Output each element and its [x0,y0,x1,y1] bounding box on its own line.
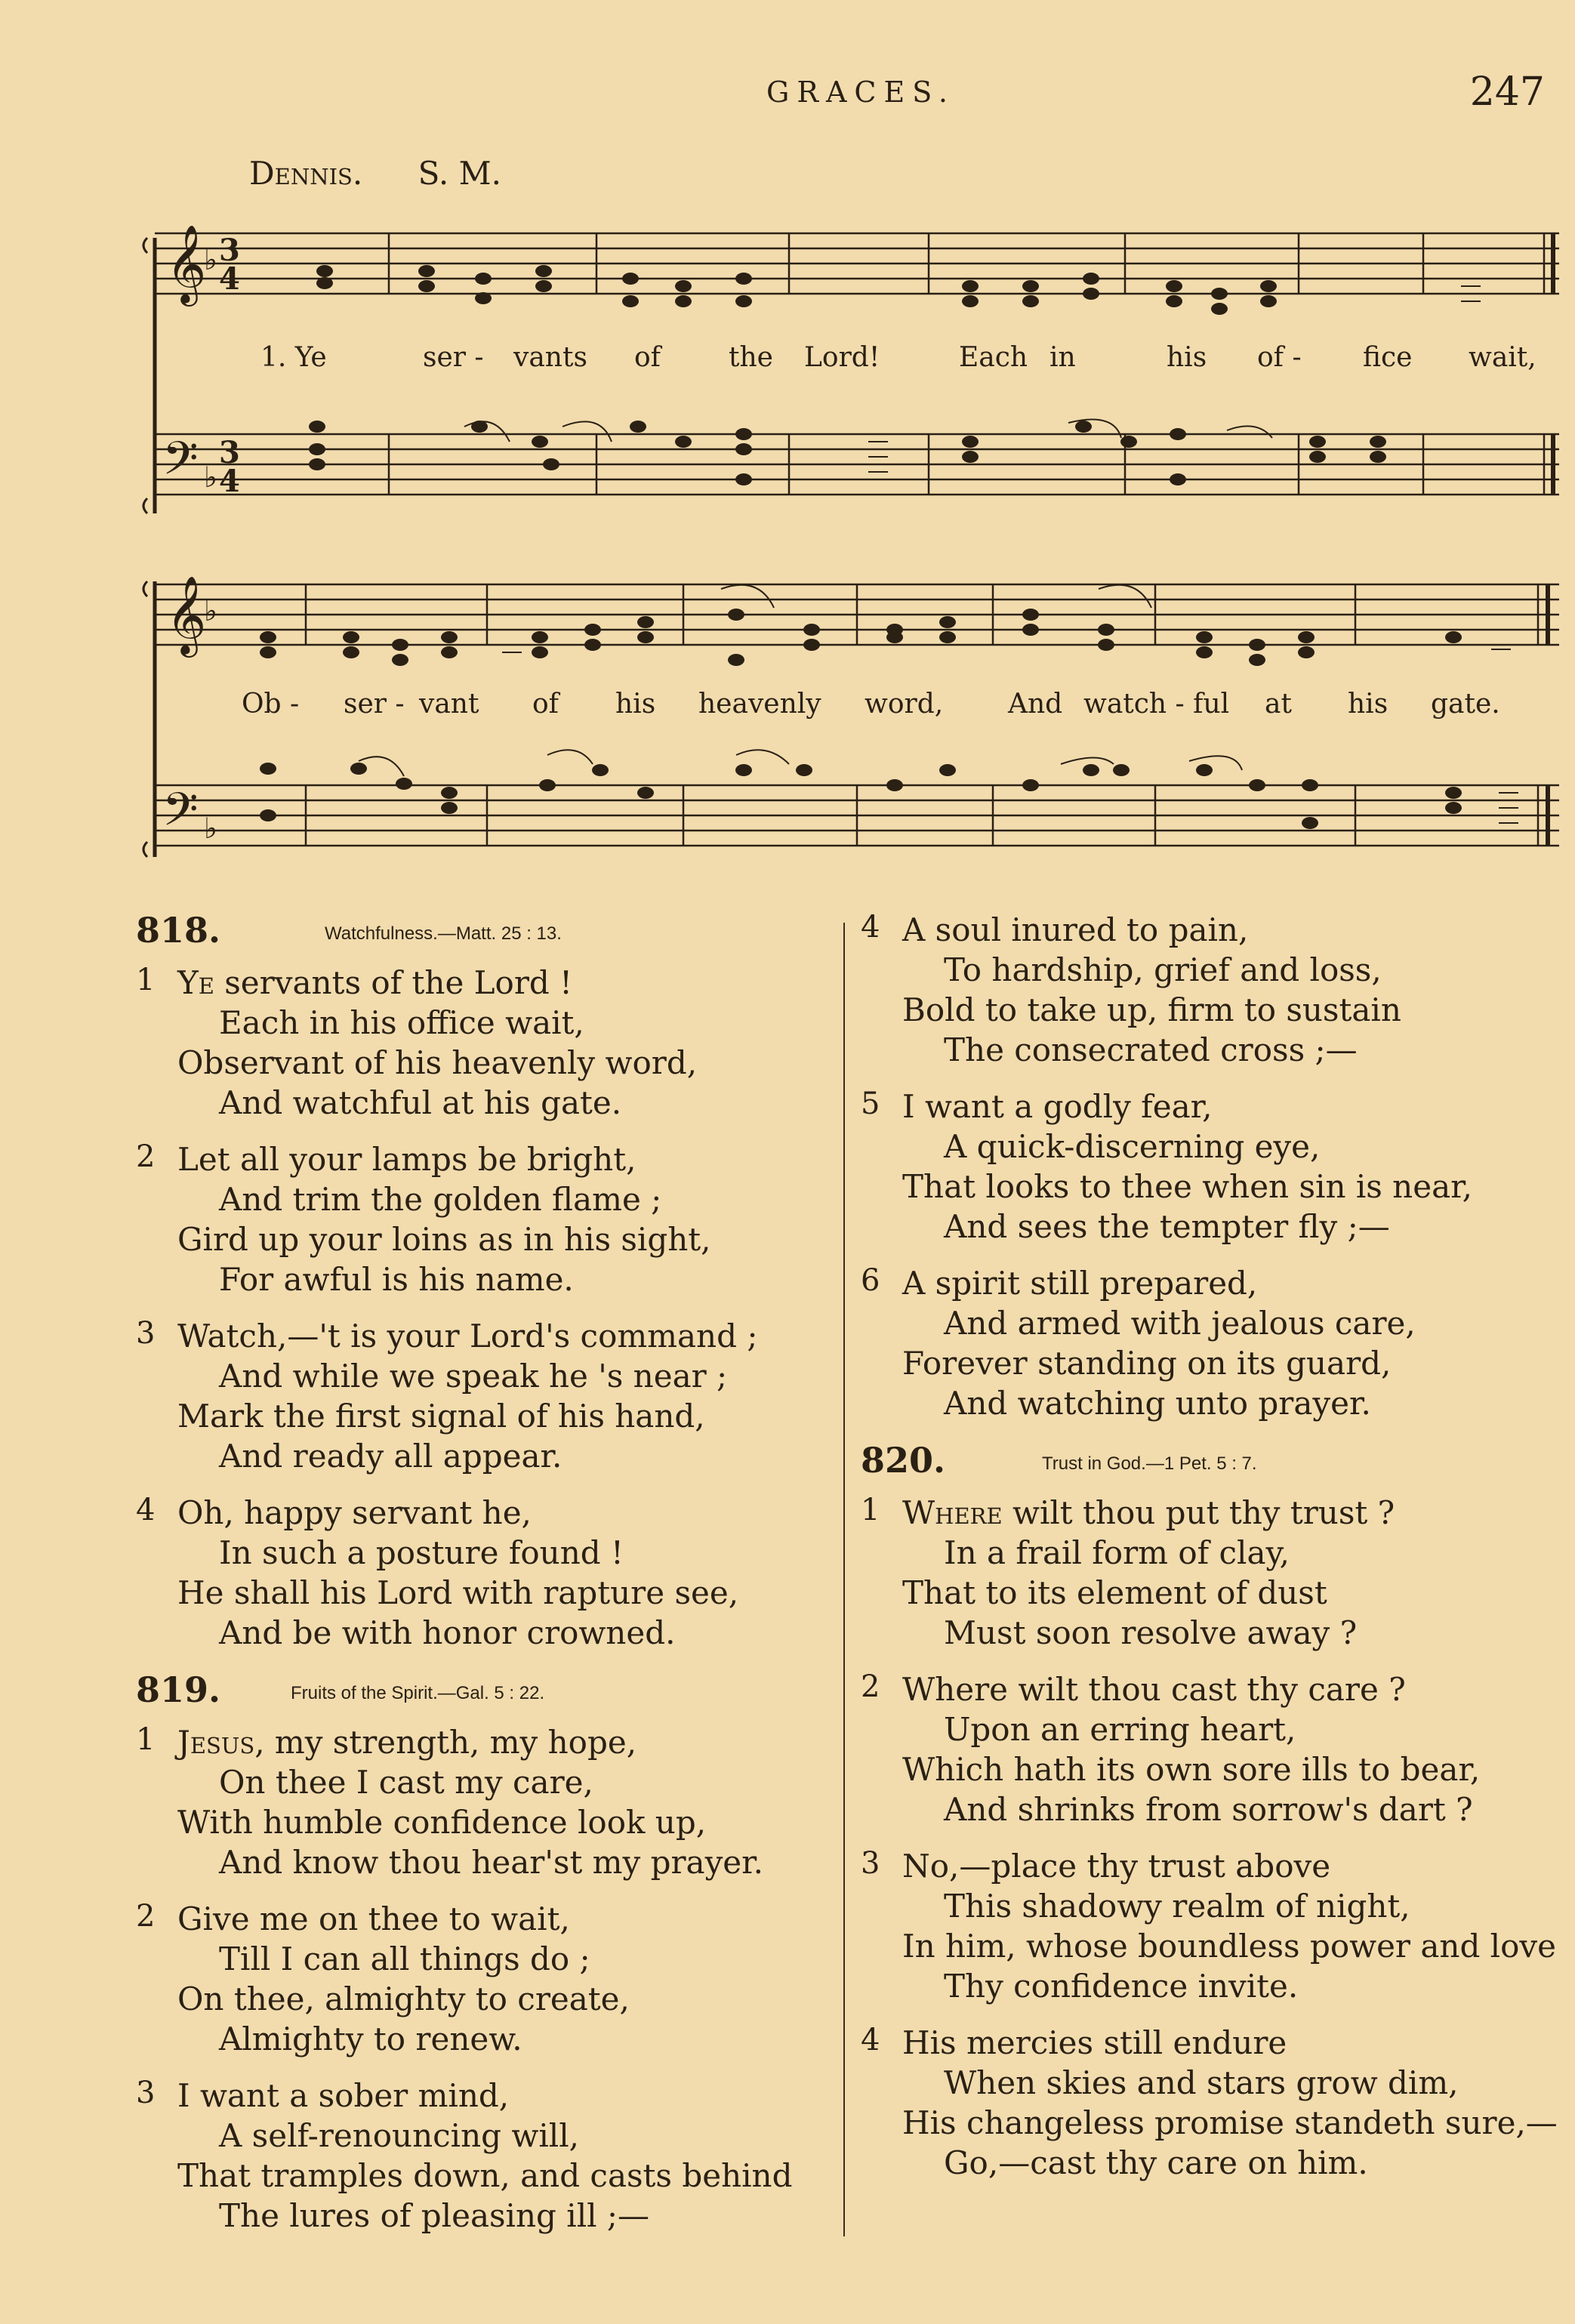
hymn-number: 820. [861,1440,946,1481]
verse-line: His mercies still endure [902,2024,1287,2061]
lyric-syllable: watch - ful [1083,689,1230,720]
verse-line: Forever standing on its guard, [902,1345,1392,1382]
verse-line: Give me on thee to wait, [177,1900,570,1937]
verse-line: Thy confidence invite. [944,1968,1299,2005]
verse-line: Almighty to renew. [219,2020,522,2057]
verse-line: I want a godly fear, [902,1088,1213,1125]
verse-line: Must soon resolve away ? [944,1614,1358,1651]
verse-line: Oh, happy servant he, [177,1494,532,1531]
hymn-number: 819. [136,1669,221,1710]
stanza [136,963,838,1123]
hymn-subject: Trust in God.—1 Pet. 5 : 7. [1042,1453,1257,1474]
verse-line: And ready all appear. [219,1438,562,1475]
lyric-syllable: ser - [344,689,405,720]
verse-line: And know thou hear'st my prayer. [219,1844,763,1881]
stanza-number: 3 [136,2076,156,2110]
verse-line-rest: wilt thou put thy trust ? [1002,1494,1395,1531]
lyric-syllable: vant [419,689,479,720]
verse-line: Which hath its own sore ills to bear, [902,1751,1481,1788]
stanza [136,1139,838,1299]
verse-line: Till I can all things do ; [219,1940,590,1977]
verse-line-rest: servants of the Lord ! [214,964,573,1001]
verse-line: For awful is his name. [219,1261,574,1298]
stanza-number: 1 [136,1722,156,1757]
music-system-2 [140,566,1570,872]
verse-line: That looks to thee when sin is near, [902,1168,1472,1205]
hymn-heading [136,1669,838,1722]
right-column [861,910,1558,2199]
left-column [136,910,838,2252]
svg-text:♭: ♭ [204,461,217,494]
verse-line: The consecrated cross ;— [944,1031,1358,1068]
lyric-syllable: wait, [1469,342,1536,373]
lyrics-line-1 [140,342,1570,380]
stanza [861,1263,1540,1423]
lyric-syllable: Ob - [242,689,300,720]
verse-line: On thee I cast my care, [219,1764,593,1801]
svg-text:♭: ♭ [204,594,217,627]
svg-text:♭: ♭ [204,243,217,276]
lyric-syllable: And [1008,689,1063,720]
verse-line: A spirit still prepared, [902,1265,1258,1302]
lyric-syllable: fice [1363,342,1413,373]
stanza-number: 2 [861,1669,880,1704]
svg-text:3: 3 [219,435,240,470]
tune-meter: S. M. [418,155,501,192]
stanza-number: 5 [861,1086,880,1121]
svg-text:3: 3 [219,233,240,268]
verse-line: He shall his Lord with rapture see, [177,1574,739,1611]
verse-line: To hardship, grief and loss, [944,951,1382,988]
stanza-number: 4 [136,1493,156,1527]
verse-line: Where wilt thou cast thy care ? [902,1671,1406,1708]
stanza-number: 1 [136,963,156,997]
lyric-syllable: Lord! [804,342,880,373]
lyric-syllable: his [615,689,656,720]
verse-first-word: Jesus [177,1724,255,1761]
stanza [861,1086,1540,1247]
verse-line: Mark the first signal of his hand, [177,1398,705,1435]
stanza-number: 1 [861,1493,880,1527]
tune-header [249,155,501,192]
lyric-syllable: at [1265,689,1292,720]
stanza-number: 4 [861,910,880,945]
svg-text:𝄢: 𝄢 [162,783,199,848]
verse-line: With humble confidence look up, [177,1804,707,1841]
stanza-number: 2 [136,1139,156,1174]
verse-line: The lures of pleasing ill ;— [219,2197,650,2234]
lyric-syllable: of [634,342,661,373]
svg-text:4: 4 [219,261,240,297]
lyric-syllable: his [1348,689,1389,720]
verse-line: On thee, almighty to create, [177,1980,630,2017]
stanza-number: 2 [136,1899,156,1934]
verse-line: When skies and stars grow dim, [944,2064,1459,2101]
column-divider [843,923,845,2236]
lyric-syllable: gate. [1431,689,1500,720]
verse-line: In a frail form of clay, [944,1534,1290,1571]
verse-line: I want a sober mind, [177,2077,510,2114]
hymn-heading [861,1440,1540,1493]
svg-text:𝄢: 𝄢 [162,432,199,497]
verse-line [861,1493,1540,1533]
verse-line: Bold to take up, firm to sustain [902,991,1401,1028]
stanza [136,1722,838,1882]
stanza-number: 3 [861,1846,880,1881]
stanza [136,1493,838,1653]
lyric-syllable: 1. Ye [260,342,327,373]
verse-line: Watch,—'t is your Lord's command ; [177,1318,758,1355]
verse-line: That tramples down, and casts behind [177,2157,793,2194]
verse-line: And trim the golden flame ; [219,1181,662,1218]
verse-line: And be with honor crowned. [219,1614,676,1651]
hymn-820 [861,1440,1558,2183]
verse-line: And while we speak he 's near ; [219,1358,728,1395]
lyric-syllable: word, [865,689,944,720]
verse-line [136,963,838,1003]
lyric-syllable: ser - [423,342,484,373]
hymn-subject: Watchfulness.—Matt. 25 : 13. [325,923,562,944]
verse-line: Gird up your loins as in his sight, [177,1221,711,1258]
stanza-number: 6 [861,1263,880,1298]
stanza [861,1493,1540,1653]
verse-first-word: Where [902,1494,1003,1531]
lyric-syllable: the [729,342,773,373]
hymn-number: 818. [136,910,221,951]
verse-line: And watching unto prayer. [944,1385,1371,1422]
verse-line: His changeless promise standeth sure,— [902,2104,1558,2141]
verse-line-rest: , my strength, my hope, [254,1724,637,1761]
verse-line: And shrinks from sorrow's dart ? [944,1791,1473,1828]
verse-line [136,1722,838,1762]
hymn-heading [136,910,838,963]
stanza-number: 3 [136,1316,156,1351]
tune-name: Dennis. [249,155,363,192]
section-title: GRACES. [766,76,955,109]
music-system-1 [140,223,1570,525]
lyric-syllable: of - [1257,342,1302,373]
verse-line: Each in his office wait, [219,1004,584,1041]
stanza [861,2023,1558,2183]
verse-line: Upon an erring heart, [944,1711,1296,1748]
lyric-syllable: Each [959,342,1028,373]
verse-line: A quick-discerning eye, [944,1128,1321,1165]
stanza-number: 4 [861,2023,880,2057]
hymn-819 [136,1669,838,2236]
svg-text:4: 4 [219,464,240,499]
page-number: 247 [1469,69,1545,115]
verse-line: That to its element of dust [902,1574,1327,1611]
lyric-syllable: of [532,689,559,720]
stanza [861,1669,1540,1829]
verse-line: This shadowy realm of night, [944,1888,1410,1925]
verse-line: A self-renouncing will, [219,2117,579,2154]
svg-text:𝄞: 𝄞 [166,224,207,304]
verse-line: In such a posture found ! [219,1534,624,1571]
lyric-syllable: vants [513,342,587,373]
verse-first-word: Ye [177,964,214,1001]
hymn-818 [136,910,838,1653]
stanza [136,1316,838,1476]
verse-line: And armed with jealous care, [944,1305,1416,1342]
verse-line: Let all your lamps be bright, [177,1141,636,1178]
verse-line: No,—place thy trust above [902,1848,1331,1885]
verse-line: And sees the tempter fly ;— [944,1208,1390,1245]
hymn-subject: Fruits of the Spirit.—Gal. 5 : 22. [291,1683,545,1703]
running-head [0,69,1575,115]
stanza [136,1899,838,2059]
lyric-syllable: in [1049,342,1076,373]
lyrics-line-2 [140,689,1570,726]
hymn-819-continued [861,910,1540,1423]
lyric-syllable: heavenly [698,689,821,720]
stanza [861,1846,1556,2006]
lyric-syllable: his [1167,342,1207,373]
verse-line: Go,—cast thy care on him. [944,2144,1368,2181]
verse-line: Observant of his heavenly word, [177,1044,698,1081]
stanza [861,910,1540,1070]
verse-line: A soul inured to pain, [902,911,1249,948]
svg-text:𝄞: 𝄞 [166,575,207,655]
svg-text:♭: ♭ [204,812,217,845]
verse-line: And watchful at his gate. [219,1084,622,1121]
verse-line: In him, whose boundless power and love [902,1928,1556,1965]
stanza [136,2076,838,2236]
